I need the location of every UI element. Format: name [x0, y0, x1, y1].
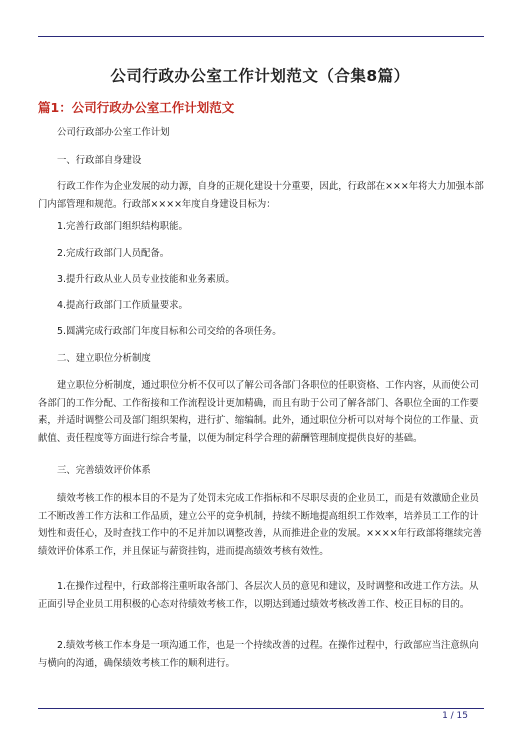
list-item [38, 271, 486, 289]
paragraph: 绩效考核工作的根本目的不是为了处罚未完成工作指标和不尽职尽责的企业员工，而是有效激励企业员工不断改善工作方法和工作品质，建立公平的竞争机制，持续不断地提高组织工作效率，培养员工工作的计划性和责任心，及时查找工作中的不足并加以调整改善，从而推进企业的发展。××××年行政部将继续完善绩效评价体系工作，并且保证与薪资挂钩，进而提高绩效考核有效性。 [38, 493, 482, 557]
list-item-text: 5.圆满完成行政部门年度目标和公司交给的各项任务。 [57, 326, 282, 337]
chapter-title: 篇1：公司行政办公室工作计划范文 [38, 100, 235, 115]
list-item-text: 3.提升行政从业人员专业技能和业务素质。 [57, 274, 235, 285]
list-item-text: 1.完善行政部门组织结构职能。 [57, 221, 188, 232]
list-item [38, 245, 486, 263]
page-number: 1 / 15 [442, 711, 468, 721]
list-item-text: 4.提高行政部门工作质量要求。 [57, 300, 188, 311]
paragraph: 行政工作作为企业发展的动力源，自身的正规化建设十分重要，因此，行政部在×××年将大力加强本部门内部管理和规范。行政部××××年度自身建设目标为： [38, 181, 484, 210]
list-item [38, 323, 486, 341]
paragraph-heading [38, 124, 486, 142]
list-item [38, 297, 486, 315]
paragraph-block [38, 178, 486, 213]
paragraph: 公司行政部办公室工作计划 [57, 127, 170, 138]
section-heading [38, 462, 486, 480]
paragraph: 建立职位分析制度，通过职位分析不仅可以了解公司各部门各职位的任职资格、工作内容，从而使公司各部门的工作分配、工作衔接和工作流程设计更加精确，而且有助于公司了解各部门、各职位全面的工作要素，并适时调整公司及部门组织架构，进行扩、缩编制。此外，通过职位分析可以对每个岗位的工作量、贡献值、责任程度等方面进行综合考量，以便为制定科学合理的薪酬管理制度提供良好的基础。 [38, 380, 479, 444]
paragraph-block [38, 578, 486, 613]
footer-rule [38, 708, 484, 709]
paragraph-block [38, 637, 486, 672]
paragraph: 1.在操作过程中，行政部将注重听取各部门、各层次人员的意见和建议，及时调整和改进工作方法。从正面引导企业员工用积极的心态对待绩效考核工作，以期达到通过绩效考核改善工作、校正目标的目的。 [38, 581, 479, 610]
section-title: 二、建立职位分析制度 [57, 353, 151, 364]
document-title: 公司行政办公室工作计划范文（合集8篇） [110, 67, 410, 85]
section-heading [38, 350, 486, 368]
paragraph-block [38, 490, 486, 560]
section-heading [38, 152, 486, 170]
list-item-text: 2.完成行政部门人员配备。 [57, 248, 170, 259]
list-item [38, 218, 486, 236]
paragraph-block [38, 377, 486, 447]
section-title: 三、完善绩效评价体系 [57, 465, 151, 476]
header-rule [38, 36, 484, 37]
paragraph: 2.绩效考核工作本身是一项沟通工作，也是一个持续改善的过程。在操作过程中，行政部应当注意纵向与横向的沟通，确保绩效考核工作的顺利进行。 [38, 640, 479, 669]
section-title: 一、行政部自身建设 [57, 155, 142, 166]
